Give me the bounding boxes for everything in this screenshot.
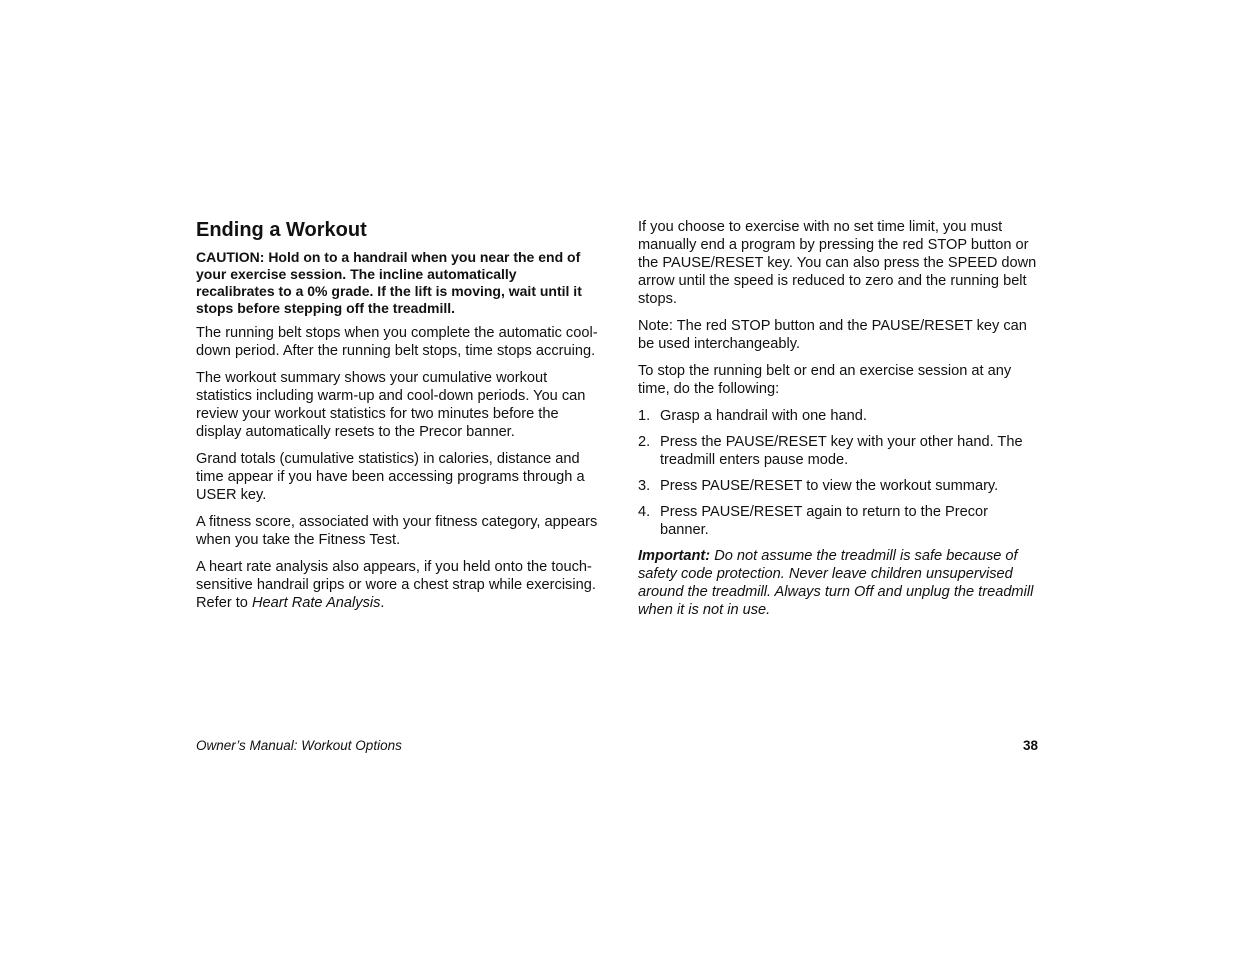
paragraph-heart-rate bbox=[196, 558, 598, 612]
step-number: 1. bbox=[638, 408, 651, 424]
list-item bbox=[638, 503, 1038, 539]
step-text: Grasp a handrail with one hand. bbox=[660, 408, 867, 424]
note bbox=[638, 317, 1038, 353]
steps-intro: To stop the running belt or end an exercise session at any time, do the following: bbox=[638, 363, 1012, 397]
footer-title: Owner’s Manual: Workout Options bbox=[196, 738, 402, 753]
page-number: 38 bbox=[1022, 738, 1038, 753]
list-item bbox=[638, 477, 1038, 495]
caution-text: CAUTION: Hold on to a handrail when you near the end of your exercise session. The incline automatically recalibrates to a 0% grade. If the lift is moving, wait until it stops before stepping off the treadmill. bbox=[196, 249, 582, 316]
paragraph-grand-totals: Grand totals (cumulative statistics) in calories, distance and time appear if you have been accessing programs through a USER key. bbox=[196, 451, 585, 503]
paragraph-belt-stops: The running belt stops when you complete the automatic cool-down period. After the running belt stops, time stops accruing. bbox=[196, 325, 598, 359]
steps-list bbox=[638, 407, 1038, 539]
step-number: 2. bbox=[638, 434, 651, 450]
heart-rate-text: A heart rate analysis also appears, if you held onto the touch-sensitive handrail grips or wore a chest strap while exercising. Refer to bbox=[196, 559, 596, 611]
list-item bbox=[638, 407, 1038, 425]
paragraph-workout-summary: The workout summary shows your cumulative workout statistics including warm-up and cool-down periods. You can review your workout statistics for two minutes before the display automatically resets to the Precor banner. bbox=[196, 370, 586, 440]
step-text: Press PAUSE/RESET to view the workout summary. bbox=[660, 478, 999, 494]
heart-rate-end: . bbox=[380, 595, 385, 611]
paragraph-no-time-limit: If you choose to exercise with no set time limit, you must manually end a program by pressing the red STOP button or the PAUSE/RESET key. You can also press the SPEED down arrow until the speed is reduced to zero and the running belt stops. bbox=[638, 219, 1037, 307]
important-note bbox=[638, 547, 1038, 619]
important-label: Important: bbox=[638, 548, 711, 564]
step-text: Press PAUSE/RESET again to return to the Precor banner. bbox=[660, 504, 988, 538]
note-text: The red STOP button and the PAUSE/RESET key can be used interchangeably. bbox=[638, 318, 1027, 352]
right-column bbox=[638, 218, 1038, 628]
section-heading: Ending a Workout bbox=[196, 219, 367, 241]
note-label: Note: bbox=[638, 318, 673, 334]
important-text: Do not assume the treadmill is safe because of safety code protection. Never leave children unsupervised around the treadmill. Always turn Off and unplug the treadmill when it is not in use. bbox=[638, 548, 1034, 618]
left-column bbox=[196, 218, 598, 621]
paragraph-fitness-score: A fitness score, associated with your fitness category, appears when you take the Fitness Test. bbox=[196, 514, 598, 548]
heart-rate-reference: Heart Rate Analysis bbox=[251, 595, 381, 611]
step-number: 3. bbox=[638, 478, 651, 494]
step-text: Press the PAUSE/RESET key with your other hand. The treadmill enters pause mode. bbox=[660, 434, 1023, 468]
list-item bbox=[638, 433, 1038, 469]
step-number: 4. bbox=[638, 504, 651, 520]
